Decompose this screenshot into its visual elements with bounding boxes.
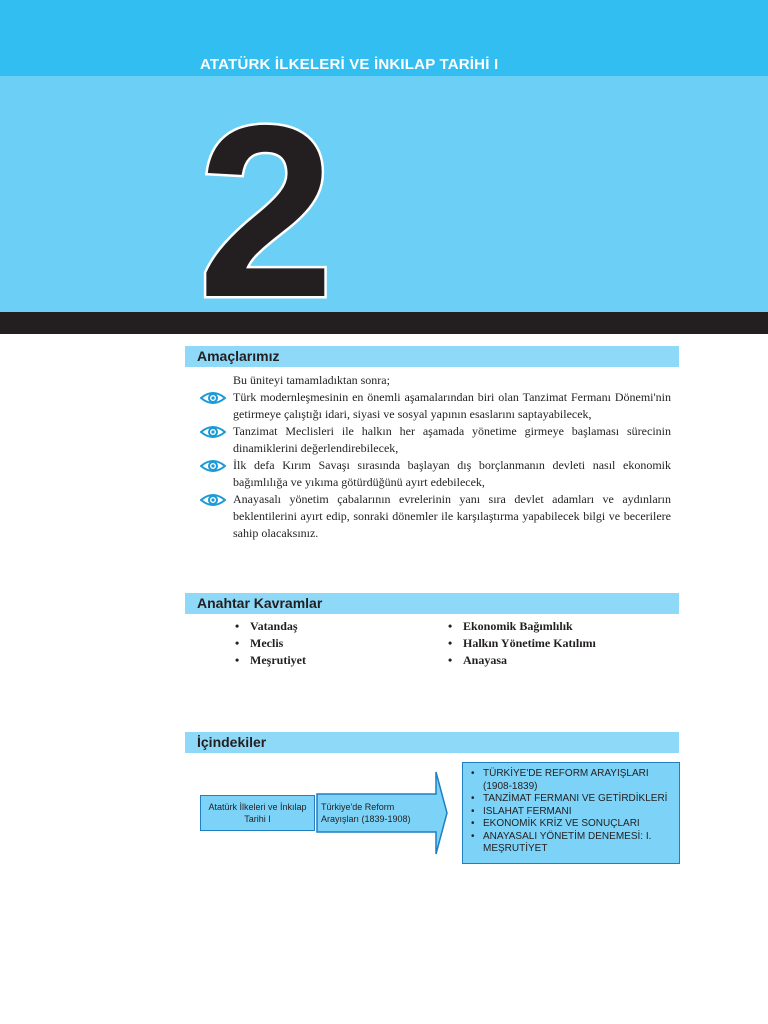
- book-title: ATATÜRK İLKELERİ VE İNKILAP TARİHİ I: [200, 56, 499, 73]
- objective-text: Anayasalı yönetim çabalarının evrelerinin yanı sıra devlet adamları ve aydınların beklentilerini ayırt edip, sonraki dönemler ile karşılaştırma yapabilecek bilgi ve becerilere sahip olacaksınız.: [233, 492, 671, 540]
- eye-icon: [200, 492, 226, 508]
- objectives-heading: Amaçlarımız: [197, 348, 280, 364]
- keyword-item: • Halkın Yönetime Katılımı: [446, 635, 596, 652]
- unit-hero: [0, 76, 768, 312]
- topic-item: • ANAYASALI YÖNETİM DENEMESİ: I. MEŞRUTİYET: [469, 831, 675, 856]
- topic-item: • TANZİMAT FERMANI VE GETİRDİKLERİ: [469, 793, 675, 806]
- objective-item: [233, 423, 671, 457]
- topic-item: • ISLAHAT FERMANI: [469, 806, 675, 819]
- eye-icon: [200, 424, 226, 440]
- contents-heading: İçindekiler: [197, 734, 267, 750]
- divider-band: [0, 312, 768, 334]
- keywords-heading: Anahtar Kavramlar: [197, 595, 323, 611]
- objectives-intro: Bu üniteyi tamamladıktan sonra;: [233, 373, 390, 387]
- objective-text: Tanzimat Meclisleri ile halkın her aşamada yönetime girmeye başlaması sürecinin dinamiklerini değerlendirebilecek,: [233, 424, 671, 455]
- unit-number: 2: [197, 76, 335, 312]
- eye-icon: [200, 390, 226, 406]
- course-box-label: Atatürk İlkeleri ve İnkılap Tarihi I: [208, 802, 307, 824]
- unit-box-label: Türkiye'de Reform Arayışları (1839-1908): [321, 802, 411, 824]
- keyword-item: • Meclis: [233, 635, 306, 652]
- objective-text: İlk defa Kırım Savaşı sırasında başlayan dış borçlanmanın devleti nasıl ekonomik bağımlılığa ve yıkıma götürdüğünü ayırt edebilecek,: [233, 458, 671, 489]
- topic-item: • TÜRKİYE'DE REFORM ARAYIŞLARI (1908-1839): [469, 768, 675, 793]
- keywords-header: [185, 593, 679, 614]
- keyword-item: • Ekonomik Bağımlılık: [446, 618, 596, 635]
- keyword-item: • Vatandaş: [233, 618, 306, 635]
- objectives-header: [185, 346, 679, 367]
- objective-item: [233, 389, 671, 423]
- objective-item: [233, 491, 671, 542]
- objectives-body: [233, 372, 671, 542]
- topics-box: [462, 762, 680, 864]
- eye-icon: [200, 458, 226, 474]
- keywords-right-list: [446, 618, 596, 669]
- topics-list: [469, 768, 675, 856]
- unit-number-graphic: [0, 76, 768, 312]
- keyword-item: • Meşrutiyet: [233, 652, 306, 669]
- topic-item: • EKONOMİK KRİZ VE SONUÇLARI: [469, 818, 675, 831]
- objective-item: [233, 457, 671, 491]
- keyword-item: • Anayasa: [446, 652, 596, 669]
- course-box: [200, 795, 315, 831]
- objective-text: Türk modernleşmesinin en önemli aşamalarından biri olan Tanzimat Fermanı Dönemi'nin getirmeye çalıştığı idari, siyasi ve sosyal yapının esaslarını saptayabilecek,: [233, 390, 671, 421]
- keywords-left-list: [233, 618, 306, 669]
- contents-header: [185, 732, 679, 753]
